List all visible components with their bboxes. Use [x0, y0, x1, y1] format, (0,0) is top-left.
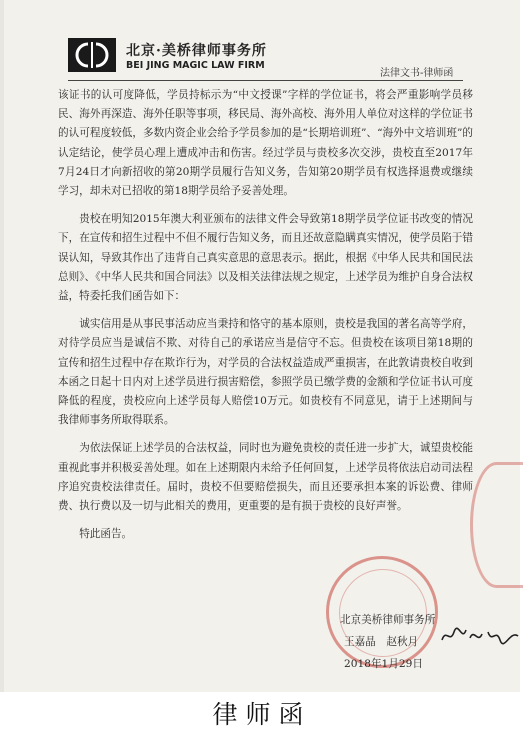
paragraph-2: 贵校在明知2015年澳大利亚颁布的法律文件会导致第18期学员学位证书改变的情况下，在宣传和招生过程中不但不履行告知义务，而且还故意隐瞒真实情况，使学员陷于错误认知，导致其作出了违背自己真实意思的意思表示。据此，根据《中华人民共和国民法总则》、《中华人民共和国合同法》以及相关法律法规之规定，上述学员为维护自身合法权益，特委托我们函告如下： [58, 213, 473, 303]
paragraph-1: 该证书的认可度降低，学员持标示为“中文授课”字样的学位证书，将会严重影响学员移民、海外再深造、海外任职等事项，移民局、海外高校、海外用人单位对这样的学位证书的认可程度较低，多数内资企业会给予学员参加的是“长期培训班”、“海外中文培训班”的认定结论，使学员心理上遭成冲击和伤害。经过学员与贵校多次交涉，贵校直至2017年7月24日才向新招收的第20期学员履行告知义务，告知第20期学员有权选择退费或继续学习，却未对已招收的第18期学员给予妥善处理。 [58, 89, 473, 198]
firm-name-en: BEI JING MAGIC LAW FIRM [126, 60, 265, 71]
signature-lawyers: 王嘉晶 赵秋月 [344, 636, 419, 648]
paragraph-3: 诚实信用是从事民事活动应当秉持和恪守的基本原则，贵校是我国的著名高等学府，对待学员应当是诚信不欺、对待自己的承诺应当是信守不忘。但贵校在该项目第18期的宣传和招生过程中存在欺诈行为，对学员的合法权益造成严重损害，在此敦请贵校自收到本函之日起十日内对上述学员进行损害赔偿，参照学员已缴学费的金额和学位证书认可度降低的程度，贵校应向上述学员每人赔偿10万元。如贵校有不同意见，请于上述期间与我律师事务所取得联系。 [58, 318, 473, 427]
handwritten-signature [440, 624, 520, 652]
header-divider [68, 80, 463, 81]
paragraph-4: 为依法保证上述学员的合法权益，同时也为避免贵校的责任进一步扩大，诚望贵校能重视此事并积极妥善处理。如在上述期限内未给予任何回复，上述学员将依法启动司法程序追究贵校法律责任。届时，贵校不但要赔偿损失，而且还要承担本案的诉讼费、律师费、执行费以及一切与此相关的费用，更重要的是有损于贵校的良好声誉。 [58, 442, 473, 513]
firm-logo-icon [68, 38, 116, 72]
signature-firm: 北京美桥律师事务所 [340, 614, 436, 626]
letter-body [58, 86, 473, 544]
caption-title: 律师函 [212, 700, 312, 729]
closing-line: 特此函告。 [79, 528, 133, 541]
side-seal-stamp [470, 462, 523, 588]
paper-edge [0, 0, 4, 692]
document-type-label: 法律文书-律师函 [380, 68, 454, 79]
signature-date: 2018年1月29日 [344, 658, 423, 670]
firm-name-cn: 北京·美桥律师事务所 [126, 43, 267, 59]
